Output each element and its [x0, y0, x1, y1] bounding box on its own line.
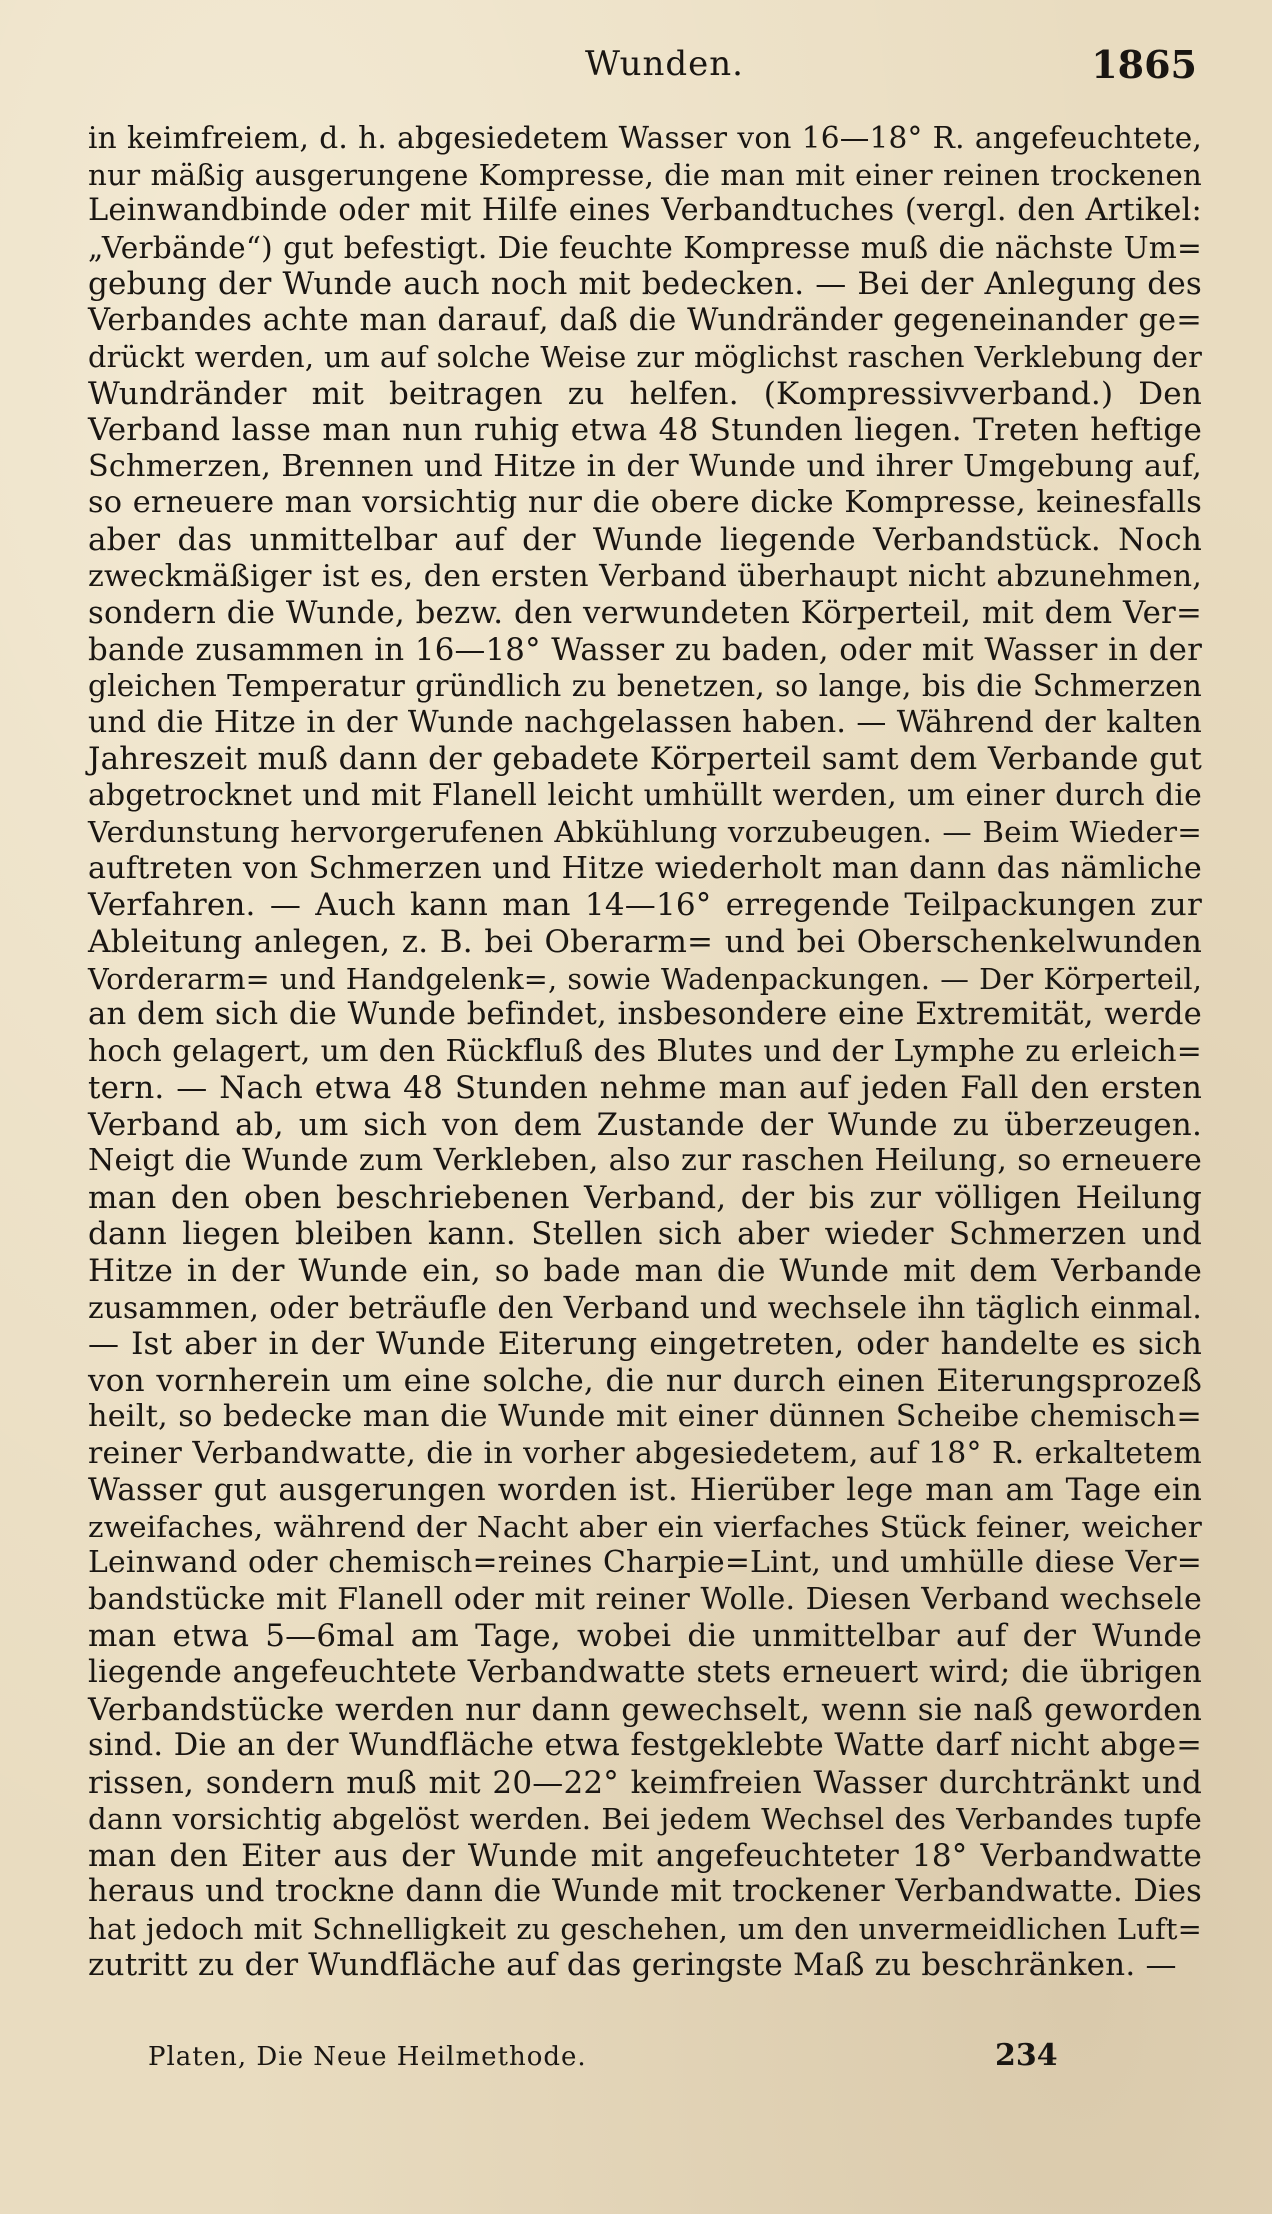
text-line: Verband ab, um sich von dem Zustande der Wunde zu überzeugen.	[88, 1106, 1202, 1143]
page-title: Wunden.	[585, 44, 744, 84]
text-line: man den Eiter aus der Wunde mit angefeuchteter 18° Verbandwatte	[88, 1837, 1202, 1874]
publisher-imprint: Platen, Die Neue Heilmethode.	[148, 2042, 587, 2072]
text-line: — Ist aber in der Wunde Eiterung eingetreten, oder handelte es sich	[88, 1326, 1202, 1363]
text-line: drückt werden, um auf solche Weise zur möglichst raschen Verklebung der	[88, 340, 1202, 375]
text-line: liegende angefeuchtete Verbandwatte stets erneuert wird; die übrigen	[88, 1654, 1202, 1690]
running-head	[0, 44, 1272, 92]
text-line: Wasser gut ausgerungen worden ist. Hierüber lege man am Tage ein	[88, 1472, 1202, 1509]
text-line: zweifaches, während der Nacht aber ein vierfaches Stück feiner, weicher	[88, 1509, 1202, 1544]
text-line: von vornherein um eine solche, die nur durch einen Eiterungsprozeß	[88, 1362, 1202, 1399]
sheet-number: 234	[995, 2038, 1058, 2073]
text-line: Leinwandbinde oder mit Hilfe eines Verbandtuches (vergl. den Artikel:	[88, 193, 1202, 229]
text-line: hoch gelagert, um den Rückfluß des Blutes und der Lymphe zu erleich=	[88, 1033, 1202, 1069]
text-line: sind. Die an der Wundfläche etwa festgeklebte Watte darf nicht abge=	[88, 1728, 1202, 1764]
text-line: bandstücke mit Flanell oder mit reiner Wolle. Diesen Verband wechsele	[88, 1581, 1202, 1617]
text-line: Jahreszeit muß dann der gebadete Körperteil samt dem Verbande gut	[88, 741, 1202, 778]
text-line: auftreten von Schmerzen und Hitze wiederholt man dann das nämliche	[88, 850, 1202, 886]
body-text	[88, 120, 1202, 1984]
page-number: 1865	[1091, 42, 1197, 87]
text-line: Schmerzen, Brennen und Hitze in der Wunde und ihrer Umgebung auf,	[88, 448, 1202, 484]
text-line: dann vorsichtig abgelöst werden. Bei jedem Wechsel des Verbandes tupfe	[88, 1802, 1202, 1837]
text-line: Verbandstücke werden nur dann gewechselt, wenn sie naß geworden	[88, 1691, 1202, 1728]
text-line: Verfahren. — Auch kann man 14—16° erregende Teilpackungen zur	[88, 887, 1202, 924]
text-line: in keimfreiem, d. h. abgesiedetem Wasser von 16—18° R. angefeuchtete,	[88, 121, 1202, 155]
text-line: Neigt die Wunde zum Verkleben, also zur raschen Heilung, so erneuere	[88, 1143, 1202, 1179]
text-line: heilt, so bedecke man die Wunde mit einer dünnen Scheibe chemisch=	[88, 1399, 1202, 1435]
text-line: sondern die Wunde, bezw. den verwundeten Körperteil, mit dem Ver=	[88, 595, 1202, 632]
text-line: „Verbände“) gut befestigt. Die feuchte Kompresse muß die nächste Um=	[88, 230, 1202, 265]
text-line: gleichen Temperatur gründlich zu benetzen, so lange, bis die Schmerzen	[88, 669, 1202, 704]
text-line: heraus und trockne dann die Wunde mit trockener Verbandwatte. Dies	[88, 1874, 1202, 1910]
text-line: man etwa 5—6mal am Tage, wobei die unmittelbar auf der Wunde	[88, 1618, 1202, 1655]
text-line: dann liegen bleiben kann. Stellen sich aber wieder Schmerzen und	[88, 1216, 1202, 1253]
text-line: rissen, sondern muß mit 20—22° keimfreien Wasser durchtränkt und	[88, 1764, 1202, 1801]
text-line: Verbandes achte man darauf, daß die Wundränder gegeneinander ge=	[88, 302, 1202, 338]
text-line: nur mäßig ausgerungene Kompresse, die man mit einer reinen trockenen	[88, 157, 1202, 192]
text-line: so erneuere man vorsichtig nur die obere dicke Kompresse, keinesfalls	[88, 485, 1202, 521]
text-line: Verdunstung hervorgerufenen Abkühlung vorzubeugen. — Beim Wieder=	[88, 815, 1202, 850]
text-line: Hitze in der Wunde ein, so bade man die Wunde mit dem Verbande	[88, 1252, 1202, 1289]
text-line: und die Hitze in der Wunde nachgelassen haben. — Während der kalten	[88, 704, 1202, 740]
text-line: Wundränder mit beitragen zu helfen. (Kompressivverband.) Den	[88, 375, 1202, 412]
page-footer	[0, 2038, 1272, 2088]
text-line: tern. — Nach etwa 48 Stunden nehme man auf jeden Fall den ersten	[88, 1070, 1202, 1107]
text-line: aber das unmittelbar auf der Wunde liegende Verbandstück. Noch	[88, 522, 1202, 559]
text-line: hat jedoch mit Schnelligkeit zu geschehen, um den unvermeidlichen Luft=	[88, 1911, 1202, 1946]
text-line: man den oben beschriebenen Verband, der bis zur völligen Heilung	[88, 1179, 1202, 1216]
text-line: Vorderarm= und Handgelenk=, sowie Wadenpackungen. — Der Körperteil,	[88, 961, 1202, 996]
text-line: Leinwand oder chemisch=reines Charpie=Lint, und umhülle diese Ver=	[88, 1545, 1202, 1581]
text-line: zutritt zu der Wundfläche auf das geringste Maß zu beschränken. —	[88, 1947, 1177, 1984]
text-line: zweckmäßiger ist es, den ersten Verband überhaupt nicht abzunehmen,	[88, 558, 1202, 594]
text-line: Verband lasse man nun ruhig etwa 48 Stunden liegen. Treten heftige	[88, 412, 1202, 449]
text-line: zusammen, oder beträufle den Verband und wechsele ihn täglich einmal.	[88, 1290, 1202, 1325]
text-line: abgetrocknet und mit Flanell leicht umhüllt werden, um einer durch die	[88, 777, 1202, 813]
text-line: bande zusammen in 16—18° Wasser zu baden, oder mit Wasser in der	[88, 631, 1202, 668]
text-line: reiner Verbandwatte, die in vorher abgesiedetem, auf 18° R. erkaltetem	[88, 1435, 1202, 1471]
text-line: Ableitung anlegen, z. B. bei Oberarm= und bei Oberschenkelwunden	[88, 924, 1202, 961]
text-line: gebung der Wunde auch noch mit bedecken. — Bei der Anlegung des	[88, 266, 1202, 303]
text-line: an dem sich die Wunde befindet, insbesondere eine Extremität, werde	[88, 997, 1202, 1033]
